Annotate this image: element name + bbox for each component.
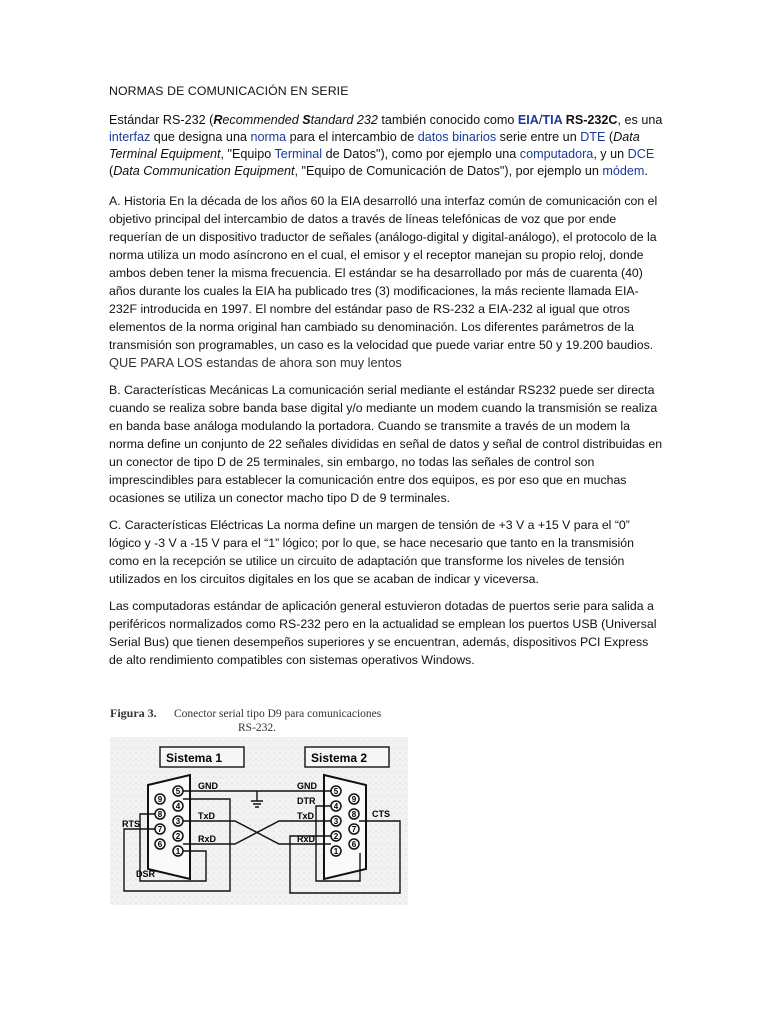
pin-number: 6	[157, 840, 163, 849]
pin-number: 2	[333, 832, 339, 841]
link-interfaz[interactable]: interfaz	[109, 130, 151, 144]
text: /	[538, 113, 543, 127]
pin-number: 9	[157, 795, 163, 804]
label-rts: RTS	[122, 819, 140, 829]
text: serie entre un	[496, 130, 581, 144]
pin-number: 5	[175, 787, 181, 796]
text: , es una	[617, 113, 663, 127]
paragraph-a	[109, 192, 664, 372]
text: que designa una	[150, 130, 251, 144]
link-tia[interactable]: TIA	[542, 113, 563, 127]
pin-number: 3	[175, 817, 181, 826]
paragraph-c: C. Características Eléctricas La norma define un margen de tensión de +3 V a +15 V para el “0” lógico y -3 V a -15 V para el “1” lógico; por lo que, se hace necesario que tanto en la transmisión como en la recepción se utilice un circuito de adaptación que transforme los niveles de tensión utilizados en los circuitos digitales en los que se acaban de indicar y viceversa.	[109, 518, 634, 586]
text: Data Communication Equipment	[113, 164, 295, 178]
paragraph-d: Las computadoras estándar de aplicación general estuvieron dotadas de puertos serie para salida a periféricos normalizados como RS-232 pero en la actualidad se emplean los puertos USB (Universal Serial Bus) que tienen desempeños superiores y se encuentran, además, dispositivos PCI Express de alto rendimiento compatibles con sistemas operativos Windows.	[109, 599, 657, 667]
text: QUE PARA LOS estandas de ahora son muy lentos	[109, 355, 402, 370]
text: de Datos"), como por ejemplo una	[322, 147, 520, 161]
sistema1-label: Sistema 1	[166, 751, 223, 765]
link-eia[interactable]: EIA	[517, 113, 539, 127]
document-title: NORMAS DE COMUNICACIÓN EN SERIE	[109, 84, 349, 98]
text: RS-232C	[562, 113, 618, 127]
pin-number: 7	[351, 825, 357, 834]
link-dte[interactable]: DTE	[580, 130, 606, 144]
text: Data Terminal Equipment	[109, 130, 640, 161]
label-rxd-right: RxD	[297, 834, 316, 844]
pin-number: 1	[175, 847, 181, 856]
pin-number: 3	[333, 817, 339, 826]
label-dtr: DTR	[297, 796, 316, 806]
paragraph-b: B. Características Mecánicas La comunicación serial mediante el estándar RS232 puede ser directa cuando se realiza sobre banda base digital y/o mediante un modem cuando la transmisión se realiza en banda base análoga modulando la portadora. Cuando se transmite a través de un modem la norma define un conjunto de 22 señales divididas en señal de datos y señal de control distribuidas en un conector de tipo D de 25 terminales, sin embargo, no todas las señales de control son imprescindibles para establecer la comunicación entre dos equipos, es por eso que en muchas ocasiones se utiliza un conector macho tipo D de 9 terminales.	[109, 383, 663, 505]
intro-paragraph	[109, 112, 664, 180]
text: , "Equipo de Comunicación de Datos"), por ejemplo un	[294, 164, 603, 178]
label-gnd-right: GND	[297, 781, 317, 791]
text: Estándar RS-232 (	[109, 113, 214, 127]
pin-number: 8	[157, 810, 163, 819]
link-computadora[interactable]: computadora	[519, 147, 594, 161]
text: .	[644, 164, 648, 178]
figure-3-rs232-diagram	[110, 703, 410, 908]
pin-number: 7	[157, 825, 163, 834]
label-dsr: DSR	[136, 869, 156, 879]
label-txd-right: TxD	[297, 811, 315, 821]
text: , "Equipo	[220, 147, 275, 161]
pin-number: 9	[351, 795, 357, 804]
pin-number: 4	[333, 802, 339, 811]
label-rxd-left: RxD	[198, 834, 217, 844]
pin-number: 1	[333, 847, 339, 856]
label-txd-left: TxD	[198, 811, 216, 821]
document-body	[109, 84, 664, 678]
connector-diagram	[110, 703, 410, 908]
pin-number: 2	[175, 832, 181, 841]
label-cts: CTS	[372, 809, 390, 819]
pin-number: 4	[175, 802, 181, 811]
link-terminal[interactable]: Terminal	[274, 147, 323, 161]
text: A. Historia En la década de los años 60 la EIA desarrolló una interfaz común de comunicación con el objetivo principal del intercambio de datos a través de líneas telefónicas de voz que por ende requerían de un dispositivo traductor de señales (análogo-digital y digital-análogo), el protocolo de la norma utiliza un modo asíncrono en el cual, el emisor y el receptor manejan su propio reloj, donde ambos deben tener la misma frecuencia. El estándar se ha desarrollado por más de cuarenta (40) años durante los cuales la EIA ha publicado tres (3) modificaciones, la más reciente llamada EIA-232F introducida en 1997. El nombre del estándar paso de RS-232 a EIA-232 al igual que otros elementos de la norma original han cambiado su denominación. Los diferentes parámetros de la transmisión son programables, un caso es la velocidad que puede variar entre 50 y 19.200 baudios.	[109, 194, 658, 352]
text: R	[213, 113, 223, 127]
text: tandard 232	[310, 113, 378, 127]
figure-label: Figura 3.	[110, 706, 157, 720]
link-datos-binarios[interactable]: datos binarios	[417, 130, 497, 144]
text: S	[302, 113, 311, 127]
link-dce[interactable]: DCE	[627, 147, 655, 161]
label-gnd-left: GND	[198, 781, 218, 791]
sistema2-label: Sistema 2	[311, 751, 368, 765]
text: , y un	[593, 147, 628, 161]
text: (	[605, 130, 614, 144]
text: también conocido como	[377, 113, 518, 127]
text: (	[109, 164, 114, 178]
figure-caption: Conector serial tipo D9 para comunicaciones	[174, 708, 382, 720]
text: para el intercambio de	[286, 130, 418, 144]
text: ecommended	[222, 113, 303, 127]
pin-number: 6	[351, 840, 357, 849]
figure-caption-line2: RS-232.	[238, 722, 277, 734]
pin-number: 8	[351, 810, 357, 819]
link-modem[interactable]: módem	[602, 164, 645, 178]
link-norma[interactable]: norma	[250, 130, 287, 144]
pin-number: 5	[333, 787, 339, 796]
